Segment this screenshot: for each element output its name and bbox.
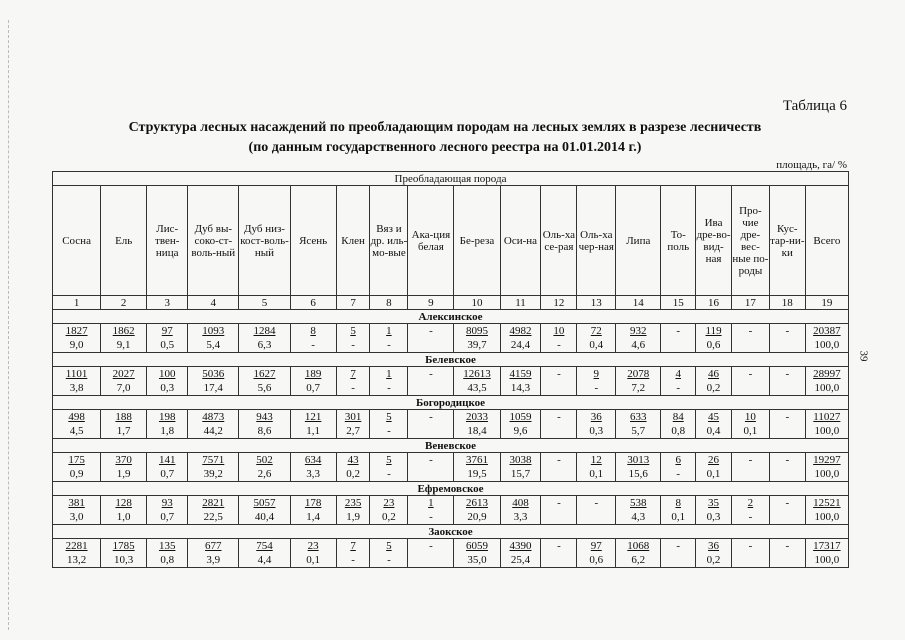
area-cell: 498 [53,410,101,425]
area-cell: 1284 [239,324,290,339]
region-name: Ефремовское [53,482,849,496]
percent-cell: - [408,510,454,525]
percent-cell: 5,6 [239,381,290,396]
percent-cell: 39,7 [454,338,500,353]
column-number: 7 [336,296,370,310]
percent-cell: 0,1 [290,553,336,568]
area-cell: - [408,539,454,554]
area-cell: - [577,496,616,511]
area-cell: 35 [696,496,732,511]
column-number: 9 [408,296,454,310]
percent-row [53,467,849,482]
area-cell: 10 [541,324,577,339]
area-cell: 1101 [53,367,101,382]
area-cell: 381 [53,496,101,511]
percent-cell: 100,0 [805,510,848,525]
percent-cell: 7,2 [616,381,661,396]
area-cell: 26 [696,453,732,468]
column-header: Лис-твен-ница [147,186,188,296]
area-cell: 97 [147,324,188,339]
percent-cell: - [731,510,769,525]
percent-cell [769,467,805,482]
area-cell: 5036 [188,367,239,382]
area-cell: 502 [239,453,290,468]
percent-cell: 6,3 [239,338,290,353]
area-cell: 119 [696,324,732,339]
area-row [53,496,849,511]
column-header: Вяз и др. иль-мо-вые [370,186,408,296]
column-number: 12 [541,296,577,310]
forest-structure-table [52,171,849,568]
percent-cell: 18,4 [454,424,500,439]
area-cell: 5 [336,324,370,339]
page-number: 39 [857,350,870,362]
percent-cell [769,424,805,439]
column-number: 6 [290,296,336,310]
percent-cell: 35,0 [454,553,500,568]
region-name: Веневское [53,439,849,453]
region-name: Заокское [53,525,849,539]
area-cell: 12 [577,453,616,468]
percent-cell: 4,6 [616,338,661,353]
percent-cell: 39,2 [188,467,239,482]
percent-row [53,553,849,568]
area-cell: 1862 [101,324,147,339]
column-number: 3 [147,296,188,310]
area-cell: 36 [696,539,732,554]
table-title: Структура лесных насаждений по преобладающим породам на лесных землях в разрезе лесничеств [128,120,762,135]
column-header: Ель [101,186,147,296]
area-cell: 93 [147,496,188,511]
area-cell: 189 [290,367,336,382]
area-cell: 1 [370,367,408,382]
percent-cell: 0,8 [147,553,188,568]
area-cell: - [661,539,696,554]
percent-cell: 5,7 [616,424,661,439]
column-header: Дуб низ-кост-воль-ный [239,186,290,296]
area-cell: 175 [53,453,101,468]
area-cell: 178 [290,496,336,511]
area-cell: 235 [336,496,370,511]
area-cell: 5 [370,453,408,468]
column-header: Клен [336,186,370,296]
percent-cell: - [541,338,577,353]
column-header: Всего [805,186,848,296]
area-cell: - [769,496,805,511]
area-cell: 1059 [500,410,541,425]
area-cell: 19297 [805,453,848,468]
percent-cell [408,381,454,396]
area-cell: - [731,367,769,382]
percent-cell: 15,6 [616,467,661,482]
area-cell: - [541,367,577,382]
column-number: 15 [661,296,696,310]
area-cell: 23 [290,539,336,554]
percent-cell [408,424,454,439]
area-cell: 3013 [616,453,661,468]
percent-cell: - [336,338,370,353]
percent-cell: 3,8 [53,381,101,396]
area-cell: - [769,367,805,382]
column-header: Сосна [53,186,101,296]
percent-cell [661,553,696,568]
percent-cell: 4,5 [53,424,101,439]
area-cell: 9 [577,367,616,382]
area-cell: 677 [188,539,239,554]
percent-cell: 0,1 [696,467,732,482]
percent-cell: 0,5 [147,338,188,353]
percent-cell [769,510,805,525]
percent-cell: 1,7 [101,424,147,439]
percent-cell: 0,7 [290,381,336,396]
area-cell: - [661,324,696,339]
area-cell: 943 [239,410,290,425]
percent-cell: 0,8 [661,424,696,439]
area-cell: 1 [408,496,454,511]
percent-cell: 3,3 [500,510,541,525]
area-cell: - [541,539,577,554]
percent-cell: 13,2 [53,553,101,568]
column-number: 2 [101,296,147,310]
table-label: Таблица 6 [782,98,847,114]
percent-cell: 1,8 [147,424,188,439]
percent-row [53,338,849,353]
area-cell: 121 [290,410,336,425]
percent-cell [731,338,769,353]
area-cell: - [541,496,577,511]
area-cell: - [541,410,577,425]
percent-cell [408,553,454,568]
percent-cell: 100,0 [805,381,848,396]
column-header: Ясень [290,186,336,296]
column-header: Ака-ция белая [408,186,454,296]
percent-cell: 25,4 [500,553,541,568]
area-cell: 36 [577,410,616,425]
percent-cell [731,467,769,482]
percent-cell: 6,2 [616,553,661,568]
area-cell: 7 [336,367,370,382]
percent-cell: - [336,381,370,396]
percent-cell: 43,5 [454,381,500,396]
percent-cell: 19,5 [454,467,500,482]
percent-cell: 100,0 [805,338,848,353]
percent-cell [769,338,805,353]
percent-row [53,510,849,525]
percent-cell: 0,2 [336,467,370,482]
percent-cell: 2,7 [336,424,370,439]
area-cell: 6059 [454,539,500,554]
percent-cell: - [661,467,696,482]
percent-cell: - [336,553,370,568]
area-cell: 43 [336,453,370,468]
area-cell: 2613 [454,496,500,511]
percent-cell: 0,1 [577,467,616,482]
area-cell: 301 [336,410,370,425]
column-number: 5 [239,296,290,310]
area-cell: 1093 [188,324,239,339]
percent-cell: 0,3 [147,381,188,396]
area-cell: - [408,453,454,468]
percent-cell: 5,4 [188,338,239,353]
column-number: 4 [188,296,239,310]
table-subtitle: (по данным государственного лесного реестра на 01.01.2014 г.) [248,140,642,155]
percent-cell: 44,2 [188,424,239,439]
column-header: Оль-ха чер-ная [577,186,616,296]
percent-cell: 1,9 [336,510,370,525]
percent-cell: - [290,338,336,353]
area-cell: 1 [370,324,408,339]
column-number: 17 [731,296,769,310]
percent-cell: 9,0 [53,338,101,353]
column-header: Дуб вы-соко-ст-воль-ный [188,186,239,296]
percent-cell: 15,7 [500,467,541,482]
percent-cell: 4,3 [616,510,661,525]
area-cell: 3038 [500,453,541,468]
region-name: Белевское [53,353,849,367]
area-cell: 135 [147,539,188,554]
percent-cell [731,381,769,396]
column-number: 16 [696,296,732,310]
area-cell: 188 [101,410,147,425]
percent-cell: 2,6 [239,467,290,482]
column-number: 8 [370,296,408,310]
percent-cell: 100,0 [805,424,848,439]
percent-cell: - [661,381,696,396]
area-cell: 370 [101,453,147,468]
percent-cell: 3,3 [290,467,336,482]
percent-cell: 14,3 [500,381,541,396]
region-name: Алексинское [53,310,849,324]
percent-row [53,424,849,439]
percent-cell [731,553,769,568]
area-cell: 8 [661,496,696,511]
column-number: 13 [577,296,616,310]
column-header: Ива дре-во-вид-ная [696,186,732,296]
percent-cell: 0,3 [577,424,616,439]
area-cell: 2 [731,496,769,511]
area-cell: 8 [290,324,336,339]
area-cell: 6 [661,453,696,468]
area-cell: 97 [577,539,616,554]
percent-cell [769,381,805,396]
area-cell: 2033 [454,410,500,425]
column-header: Про-чие дре-вес-ные по-роды [731,186,769,296]
percent-cell [408,338,454,353]
percent-cell [541,424,577,439]
area-cell: 11027 [805,410,848,425]
percent-cell [577,510,616,525]
percent-cell: 17,4 [188,381,239,396]
area-cell: 3761 [454,453,500,468]
area-cell: 1627 [239,367,290,382]
area-cell: 5 [370,410,408,425]
area-cell: 7571 [188,453,239,468]
area-cell: 1827 [53,324,101,339]
area-cell: 633 [616,410,661,425]
area-cell: - [408,324,454,339]
area-cell: - [769,539,805,554]
region-name: Богородицкое [53,396,849,410]
area-cell: 141 [147,453,188,468]
percent-row [53,381,849,396]
column-headers [53,186,849,296]
percent-cell: 8,6 [239,424,290,439]
area-cell: 17317 [805,539,848,554]
percent-cell: 0,4 [577,338,616,353]
percent-cell: 0,9 [53,467,101,482]
page-fold-margin [8,20,9,630]
column-numbers [53,296,849,310]
percent-cell: 100,0 [805,467,848,482]
percent-cell: 1,1 [290,424,336,439]
area-cell: 1785 [101,539,147,554]
percent-cell: 22,5 [188,510,239,525]
column-number: 18 [769,296,805,310]
column-number: 11 [500,296,541,310]
area-row [53,324,849,339]
area-cell: - [408,367,454,382]
percent-cell: 0,2 [696,553,732,568]
area-cell: 4390 [500,539,541,554]
column-number: 10 [454,296,500,310]
area-cell: 12613 [454,367,500,382]
area-cell: 46 [696,367,732,382]
area-row [53,367,849,382]
area-cell: - [408,410,454,425]
area-cell: 128 [101,496,147,511]
area-cell: 4 [661,367,696,382]
percent-cell: 10,3 [101,553,147,568]
percent-cell [661,338,696,353]
percent-cell: 0,2 [696,381,732,396]
column-number: 14 [616,296,661,310]
area-row [53,453,849,468]
area-cell: 28997 [805,367,848,382]
column-header: Бе-реза [454,186,500,296]
percent-cell: - [577,381,616,396]
percent-cell: 9,6 [500,424,541,439]
percent-cell: 1,9 [101,467,147,482]
percent-cell: - [370,381,408,396]
area-cell: 23 [370,496,408,511]
percent-cell [769,553,805,568]
percent-cell: - [370,338,408,353]
percent-cell: 40,4 [239,510,290,525]
area-cell: - [769,410,805,425]
area-cell: 4982 [500,324,541,339]
area-cell: - [541,453,577,468]
group-header: Преобладающая порода [53,172,849,186]
area-cell: 12521 [805,496,848,511]
percent-cell: 4,4 [239,553,290,568]
area-cell: 1068 [616,539,661,554]
percent-cell: - [370,467,408,482]
percent-cell: 0,7 [147,510,188,525]
column-header: Кус-тар-ни-ки [769,186,805,296]
area-cell: 4159 [500,367,541,382]
percent-cell [541,381,577,396]
percent-cell: 0,3 [696,510,732,525]
percent-cell: 0,7 [147,467,188,482]
percent-cell: 24,4 [500,338,541,353]
area-cell: 20387 [805,324,848,339]
area-cell: 538 [616,496,661,511]
percent-cell [541,467,577,482]
column-header: Оси-на [500,186,541,296]
percent-cell: - [370,424,408,439]
column-header: Оль-ха се-рая [541,186,577,296]
percent-cell: 0,6 [696,338,732,353]
percent-cell [541,553,577,568]
area-cell: 2281 [53,539,101,554]
area-cell: - [731,324,769,339]
area-cell: 2821 [188,496,239,511]
area-cell: - [769,453,805,468]
column-number: 1 [53,296,101,310]
area-cell: 754 [239,539,290,554]
area-cell: 84 [661,410,696,425]
percent-cell: 3,9 [188,553,239,568]
area-cell: - [731,453,769,468]
area-cell: 5057 [239,496,290,511]
area-cell: 2078 [616,367,661,382]
area-cell: 5 [370,539,408,554]
area-cell: - [731,539,769,554]
area-row [53,410,849,425]
area-row [53,539,849,554]
percent-cell [408,467,454,482]
percent-cell: 100,0 [805,553,848,568]
percent-cell: 1,0 [101,510,147,525]
area-cell: 634 [290,453,336,468]
area-cell: 4873 [188,410,239,425]
percent-cell [541,510,577,525]
area-cell: 932 [616,324,661,339]
unit-label: площадь, га/ % [776,159,847,171]
percent-cell: 0,1 [661,510,696,525]
percent-cell: 3,0 [53,510,101,525]
area-cell: - [769,324,805,339]
percent-cell: 0,1 [731,424,769,439]
percent-cell: 0,4 [696,424,732,439]
percent-cell: 7,0 [101,381,147,396]
area-cell: 7 [336,539,370,554]
column-header: То-поль [661,186,696,296]
area-cell: 8095 [454,324,500,339]
column-header: Липа [616,186,661,296]
percent-cell: 9,1 [101,338,147,353]
percent-cell: 20,9 [454,510,500,525]
percent-cell: - [370,553,408,568]
area-cell: 408 [500,496,541,511]
area-cell: 72 [577,324,616,339]
area-cell: 100 [147,367,188,382]
area-cell: 2027 [101,367,147,382]
column-number: 19 [805,296,848,310]
area-cell: 198 [147,410,188,425]
area-cell: 10 [731,410,769,425]
area-cell: 45 [696,410,732,425]
percent-cell: 0,6 [577,553,616,568]
percent-cell: 1,4 [290,510,336,525]
percent-cell: 0,2 [370,510,408,525]
